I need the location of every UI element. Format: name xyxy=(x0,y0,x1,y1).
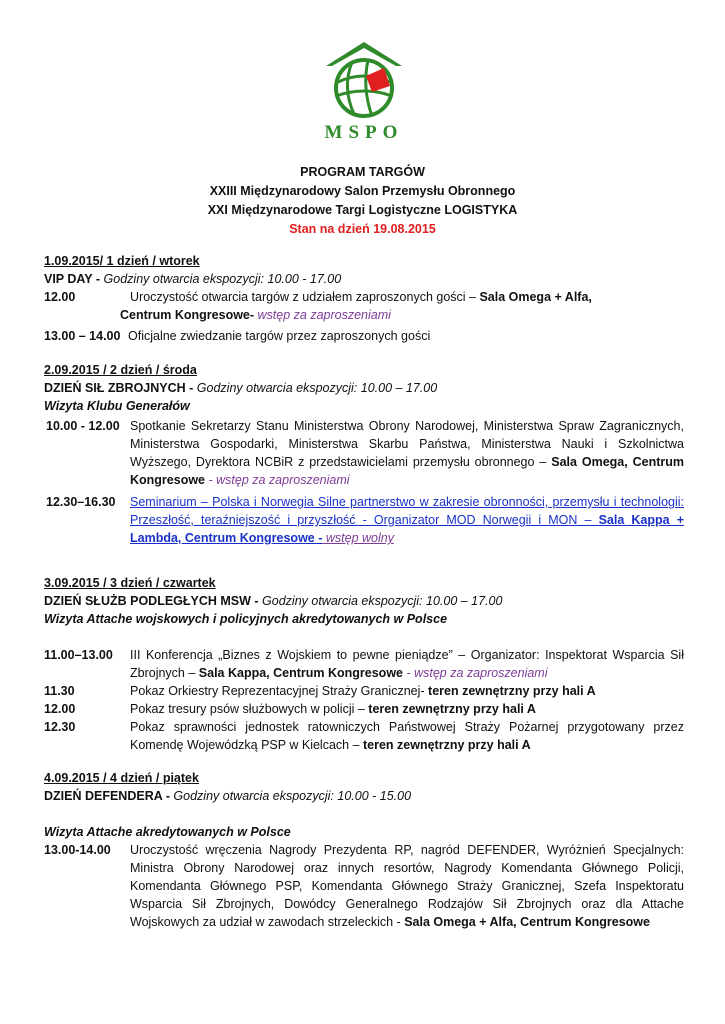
salon-title: XXIII Międzynarodowy Salon Przemysłu Obronnego xyxy=(209,184,516,198)
day2-heading: 2.09.2015 / 2 dzień / środa xyxy=(44,363,197,377)
logistics-title: XXI Międzynarodowe Targi Logistyczne LOGISTYKA xyxy=(207,203,518,217)
day4-section xyxy=(44,769,684,931)
day3-hours: Godziny otwarcia ekspozycji: 10.00 – 17.00 xyxy=(258,594,503,608)
schedule-item xyxy=(44,417,684,489)
schedule-item xyxy=(44,718,684,754)
day4-day-name: DZIEŃ DEFENDERA - xyxy=(44,789,170,803)
item-time: 11.30 xyxy=(44,684,75,698)
item-location: Sala Omega, Centrum Kongresowe xyxy=(130,455,685,487)
logo-text: MSPO xyxy=(324,122,404,143)
globe-house-icon xyxy=(322,40,406,122)
day2-visit: Wizyta Klubu Generałów xyxy=(44,399,190,413)
schedule-item xyxy=(44,288,684,324)
item-description: Uroczystość wręczenia Nagrody Prezydenta RP, nagród DEFENDER, Wyróżnień Specjalnych: Ministra Obrony Narodowej oraz innych resortów, Nagrody Komendanta Głównego Policji, Komendanta Głównego PSP, Komendanta Głównego Straży Granicznej, Szefa Inspektoratu Wsparcia Sił Zbrojnych, Dowódcy Generalnego Rodzajów Sił Zbrojnych oraz dla Attache Wojskowych za udział w zawodach strzeleckich - Sala Omega + Alfa, Centrum Kongresowe xyxy=(130,843,684,929)
item-access-note: - wstęp za zaproszeniami xyxy=(205,473,350,487)
item-location-2: Centrum Kongresowe- xyxy=(120,308,255,322)
item-access-note: wstęp za zaproszeniami xyxy=(254,308,391,322)
day4-subheading xyxy=(44,787,684,805)
schedule-item xyxy=(44,841,684,931)
item-time: 12.00 xyxy=(44,702,76,716)
item-time: 12.00 xyxy=(44,290,76,304)
item-location: Sala Omega + Alfa, Centrum Kongresowe xyxy=(404,915,650,929)
item-location: teren zewnętrzny przy hali A xyxy=(368,702,536,716)
day4-visit: Wizyta Attache akredytowanych w Polsce xyxy=(44,825,291,839)
item-location[interactable]: Sala Kappa + Lambda, Centrum Kongresowe - xyxy=(130,513,684,545)
item-description: Oficjalne zwiedzanie targów przez zaproszonych gości xyxy=(128,329,431,343)
program-title: PROGRAM TARGÓW xyxy=(300,165,425,179)
day1-day-name: VIP DAY - xyxy=(44,272,101,286)
day3-visit: Wizyta Attache wojskowych i policyjnych akredytowanych w Polsce xyxy=(44,612,448,626)
item-time: 11.00–13.00 xyxy=(44,648,113,662)
item-access-note: - wstęp za zaproszeniami xyxy=(403,666,548,680)
day1-heading: 1.09.2015/ 1 dzień / wtorek xyxy=(44,254,200,268)
schedule-item xyxy=(44,493,684,547)
item-time: 12.30–16.30 xyxy=(46,495,116,509)
day2-section xyxy=(44,361,684,547)
item-time: 10.00 - 12.00 xyxy=(46,419,120,433)
item-description: Pokaz tresury psów służbowych w policji – teren zewnętrzny przy hali A xyxy=(130,702,536,716)
item-description: Spotkanie Sekretarzy Stanu Ministerstwa Obrony Narodowej, Ministerstwa Spraw Zagranicznych, Ministerstwa Gospodarki, Ministerstwa Skarbu Państwa, Ministerstwa Nauki i Szkolnictwa Wyższego, Dyrektora NCBiR z przedstawicielami przemysłu obronnego – Sala Omega, Centrum Kongresowe - wstęp za zaproszeniami xyxy=(130,419,685,487)
day1-section xyxy=(44,252,684,345)
item-location: teren zewnętrzny przy hali A xyxy=(363,738,531,752)
seminar-link[interactable]: Seminarium – Polska i Norwegia Silne partnerstwo w zakresie obronności, przemysłu i technologii: Przeszłość, teraźniejszość i przyszłość - Organizator MOD Norwegii i MON – xyxy=(130,495,684,527)
day4-heading: 4.09.2015 / 4 dzień / piątek xyxy=(44,771,199,785)
schedule-item xyxy=(44,646,684,682)
item-description: Pokaz sprawności jednostek ratowniczych Państwowej Straży Pożarnej przygotowany przez Komendę Wojewódzką PSP w Kielcach – teren zewnętrzny przy hali A xyxy=(130,720,684,752)
schedule-item xyxy=(44,700,684,718)
day1-hours: Godziny otwarcia ekspozycji: 10.00 - 17.00 xyxy=(100,272,342,286)
item-description: Uroczystość otwarcia targów z udziałem zaproszonych gości – Sala Omega + Alfa, Centrum Kongresowe- wstęp za zaproszeniami xyxy=(120,290,592,322)
day3-day-name: DZIEŃ SŁUŻB PODLEGŁYCH MSW - xyxy=(44,594,259,608)
day1-subheading xyxy=(44,270,684,288)
status-date: Stan na dzień 19.08.2015 xyxy=(289,222,436,236)
day2-day-name: DZIEŃ SIŁ ZBROJNYCH - xyxy=(44,381,194,395)
item-time: 12.30 xyxy=(44,720,76,734)
item-time: 13.00 – 14.00 xyxy=(44,329,121,343)
item-location: Sala Omega + Alfa, xyxy=(479,290,592,304)
item-location: Sala Kappa, Centrum Kongresowe xyxy=(198,666,403,680)
item-time: 13.00-14.00 xyxy=(44,843,111,857)
day2-subheading xyxy=(44,379,684,397)
schedule-item xyxy=(44,327,684,345)
item-location: teren zewnętrzny przy hali A xyxy=(428,684,596,698)
item-description: III Konferencja „Biznes z Wojskiem to pewne pieniądze” – Organizator: Inspektorat Wsparcia Sił Zbrojnych – Sala Kappa, Centrum Kongresowe - wstęp za zaproszeniami xyxy=(130,648,684,680)
document-header xyxy=(0,163,725,239)
day2-hours: Godziny otwarcia ekspozycji: 10.00 – 17.00 xyxy=(193,381,438,395)
day3-heading: 3.09.2015 / 3 dzień / czwartek xyxy=(44,576,216,590)
day3-section xyxy=(44,574,684,754)
item-description: Pokaz Orkiestry Reprezentacyjnej Straży Granicznej- teren zewnętrzny przy hali A xyxy=(130,684,596,698)
item-description xyxy=(130,493,684,547)
schedule-item xyxy=(44,682,684,700)
item-access-note: wstęp wolny xyxy=(322,531,394,545)
day3-subheading xyxy=(44,592,684,610)
mspo-logo xyxy=(322,40,406,152)
day4-hours: Godziny otwarcia ekspozycji: 10.00 - 15.00 xyxy=(169,789,412,803)
